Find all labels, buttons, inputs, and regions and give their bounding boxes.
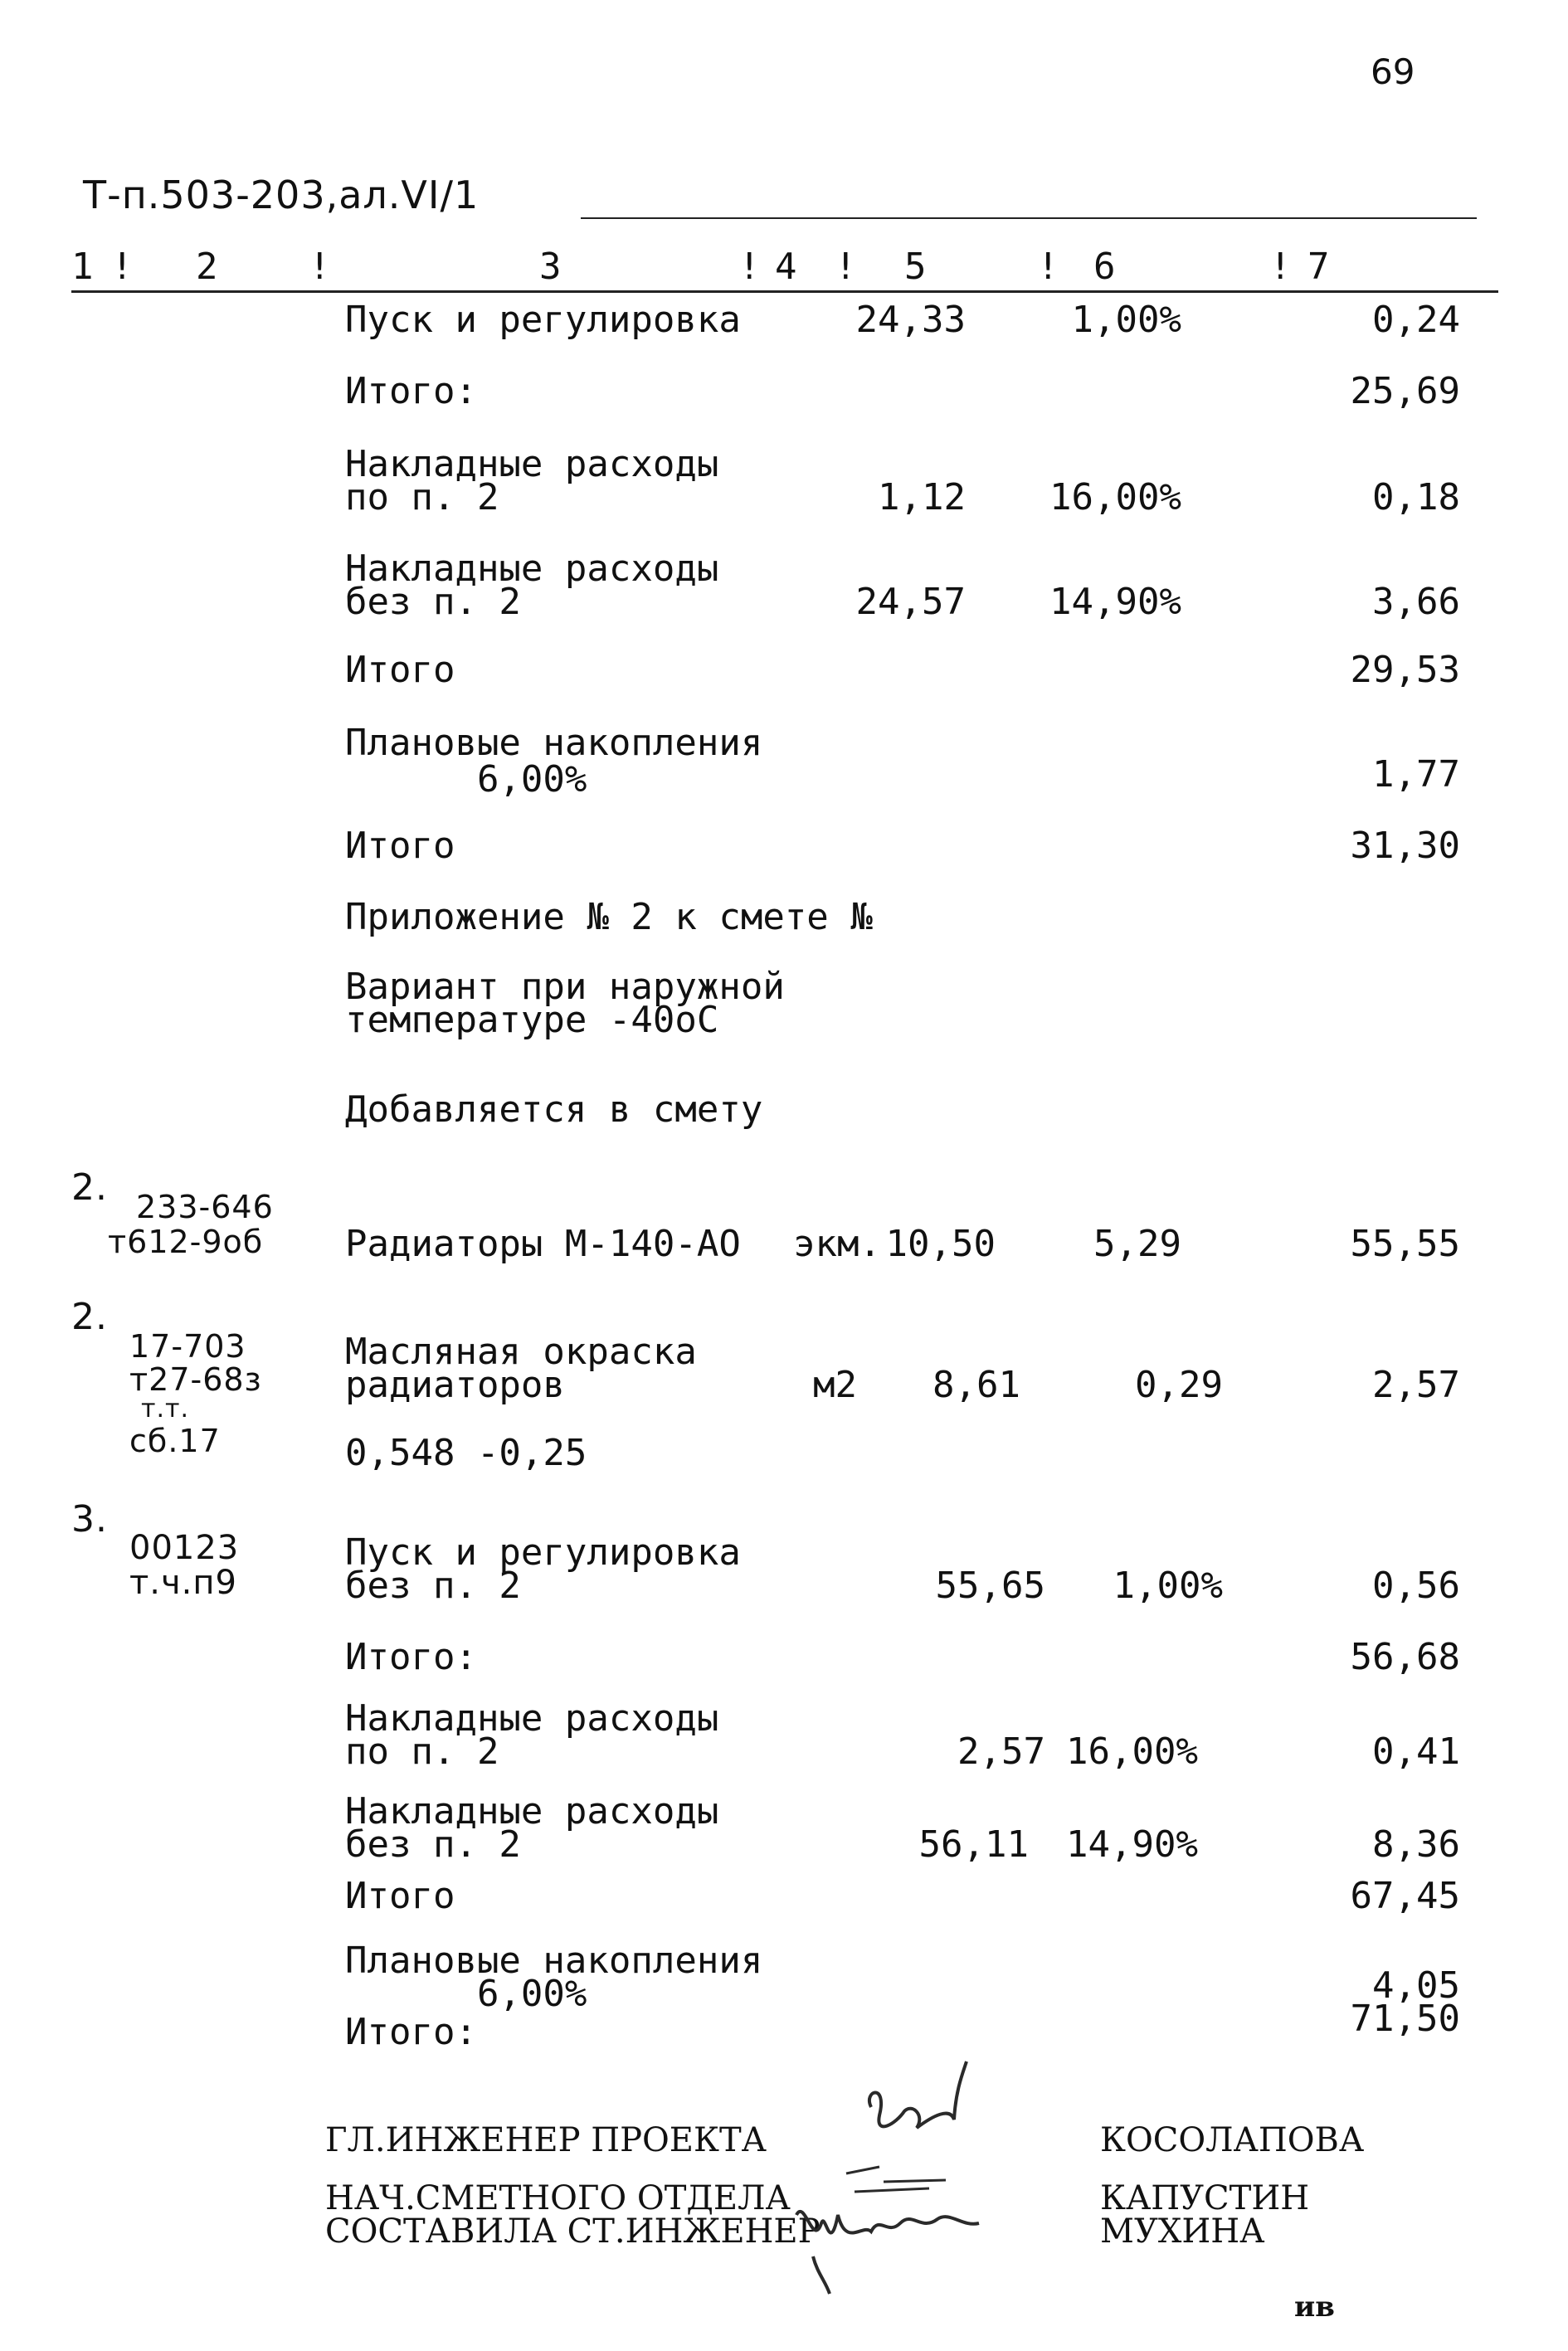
row-description: Итого:	[345, 1636, 477, 1678]
row-total-col7: 0,56	[1372, 1565, 1460, 1607]
row-value-col5: 56,11	[918, 1823, 1029, 1866]
footer-mark: ив	[1294, 2290, 1335, 2324]
row-value-col6: 16,00%	[1066, 1730, 1198, 1773]
row-description: Приложение № 2 к смете №	[345, 896, 873, 938]
row-description: 6,00%	[345, 1973, 587, 2015]
row-unit: экм.	[793, 1223, 881, 1265]
row-value-col5: 24,33	[855, 299, 966, 341]
col-sep: !	[835, 246, 857, 288]
row-description: Плановые накопления	[345, 1940, 763, 1982]
signature-title-compiled-by: СОСТАВИЛА СТ.ИНЖЕНЕР	[325, 2212, 821, 2251]
col-sep: !	[1269, 246, 1292, 288]
row-position-code: 2.	[71, 1166, 108, 1209]
col-1-label: 1	[71, 246, 94, 288]
row-position-code: т.т.	[141, 1395, 190, 1424]
signature-title-chief-engineer: ГЛ.ИНЖЕНЕР ПРОЕКТА	[325, 2121, 767, 2159]
row-total-col7: 8,36	[1372, 1823, 1460, 1866]
row-description: без п. 2	[345, 581, 521, 623]
row-description: Вариант при наружной	[345, 966, 785, 1008]
column-header	[0, 246, 1568, 290]
row-description: Добавляется в смету	[345, 1088, 763, 1131]
document-reference: Т-п.503-203,ал.VI/1	[83, 173, 480, 217]
row-total-col7: 0,24	[1372, 299, 1460, 341]
row-description: Итого	[345, 1875, 455, 1917]
row-value-col5: 55,65	[935, 1565, 1045, 1607]
row-total-col7: 55,55	[1350, 1223, 1460, 1265]
row-value-col5: 1,12	[878, 476, 966, 518]
row-total-col7: 0,18	[1372, 476, 1460, 518]
row-value-col5: 24,57	[855, 581, 966, 623]
row-total-col7: 56,68	[1350, 1636, 1460, 1678]
row-description: Итого:	[345, 2011, 477, 2053]
row-description: Итого:	[345, 370, 477, 412]
row-total-col7: 1,77	[1372, 753, 1460, 796]
row-total-col7: 3,66	[1372, 581, 1460, 623]
row-position-code: 3.	[71, 1498, 108, 1541]
row-description: радиаторов	[345, 1364, 565, 1406]
row-total-col7: 25,69	[1350, 370, 1460, 412]
row-position-code: 17-703	[129, 1328, 246, 1365]
row-total-col7: 67,45	[1350, 1875, 1460, 1917]
row-value-col6: 14,90%	[1049, 581, 1181, 623]
header-rule	[71, 290, 1498, 293]
row-total-col7: 31,30	[1350, 825, 1460, 867]
row-description: Плановые накопления	[345, 722, 763, 764]
handwritten-signatures	[780, 2057, 1029, 2306]
row-value-col6: 1,00%	[1071, 299, 1181, 341]
row-position-code: сб.17	[129, 1423, 221, 1459]
col-4-label: 4	[775, 246, 797, 288]
col-sep: !	[1037, 246, 1059, 288]
row-unit: м2	[813, 1364, 857, 1406]
row-description: температуре -40оС	[345, 999, 719, 1041]
row-position-code: 233-646	[136, 1189, 274, 1225]
col-sep: !	[738, 246, 761, 288]
col-3-label: 3	[539, 246, 562, 288]
row-total-col7: 2,57	[1372, 1364, 1460, 1406]
row-description: Накладные расходы	[345, 548, 719, 590]
row-position-code: 00123	[129, 1529, 240, 1567]
signature-name-kapustin: КАПУСТИН	[1100, 2179, 1310, 2217]
col-7-label: 7	[1307, 246, 1330, 288]
row-value-col5: 2,57	[957, 1730, 1045, 1773]
row-value-col6: 0,29	[1135, 1364, 1223, 1406]
row-description: Пуск и регулировка	[345, 1531, 741, 1574]
row-description: 0,548 -0,25	[345, 1432, 587, 1474]
row-value-col5: 10,50	[885, 1223, 996, 1265]
row-value-col6: 14,90%	[1066, 1823, 1198, 1866]
row-description: без п. 2	[345, 1823, 521, 1866]
row-position-code: т.ч.п9	[129, 1564, 237, 1602]
row-description: Накладные расходы	[345, 1790, 719, 1833]
signature-name-kosolapova: КОСОЛАПОВА	[1100, 2121, 1365, 2159]
row-description: Пуск и регулировка	[345, 299, 741, 341]
signature-title-head-estimates: НАЧ.СМЕТНОГО ОТДЕЛА	[325, 2179, 791, 2217]
col-6-label: 6	[1093, 246, 1116, 288]
reference-underline	[581, 217, 1477, 219]
row-total-col7: 0,41	[1372, 1730, 1460, 1773]
row-position-code: т612-9об	[108, 1224, 264, 1260]
row-position-code: т27-68з	[129, 1361, 262, 1398]
row-description: Накладные расходы	[345, 1697, 719, 1740]
row-description: без п. 2	[345, 1565, 521, 1607]
row-description: Накладные расходы	[345, 443, 719, 485]
row-position-code: 2.	[71, 1296, 108, 1338]
signature-name-mukhina: МУХИНА	[1100, 2212, 1265, 2251]
row-total-col7: 71,50	[1350, 1998, 1460, 2040]
row-total-col7: 4,05	[1372, 1964, 1460, 2007]
col-sep: !	[309, 246, 331, 288]
row-total-col7: 29,53	[1350, 649, 1460, 691]
col-5-label: 5	[904, 246, 927, 288]
row-description: по п. 2	[345, 476, 499, 518]
row-value-col6: 16,00%	[1049, 476, 1181, 518]
row-description: Итого	[345, 649, 455, 691]
row-description: по п. 2	[345, 1730, 499, 1773]
page-number: 69	[1371, 51, 1415, 92]
row-value-col5: 8,61	[933, 1364, 1020, 1406]
row-value-col6: 1,00%	[1113, 1565, 1223, 1607]
row-description: Масляная окраска	[345, 1331, 697, 1373]
row-value-col6: 5,29	[1093, 1223, 1181, 1265]
row-description: 6,00%	[345, 758, 587, 801]
row-description: Радиаторы М-140-АО	[345, 1223, 741, 1265]
row-description: Итого	[345, 825, 455, 867]
col-2-label: 2	[196, 246, 218, 288]
col-sep: !	[111, 246, 134, 288]
